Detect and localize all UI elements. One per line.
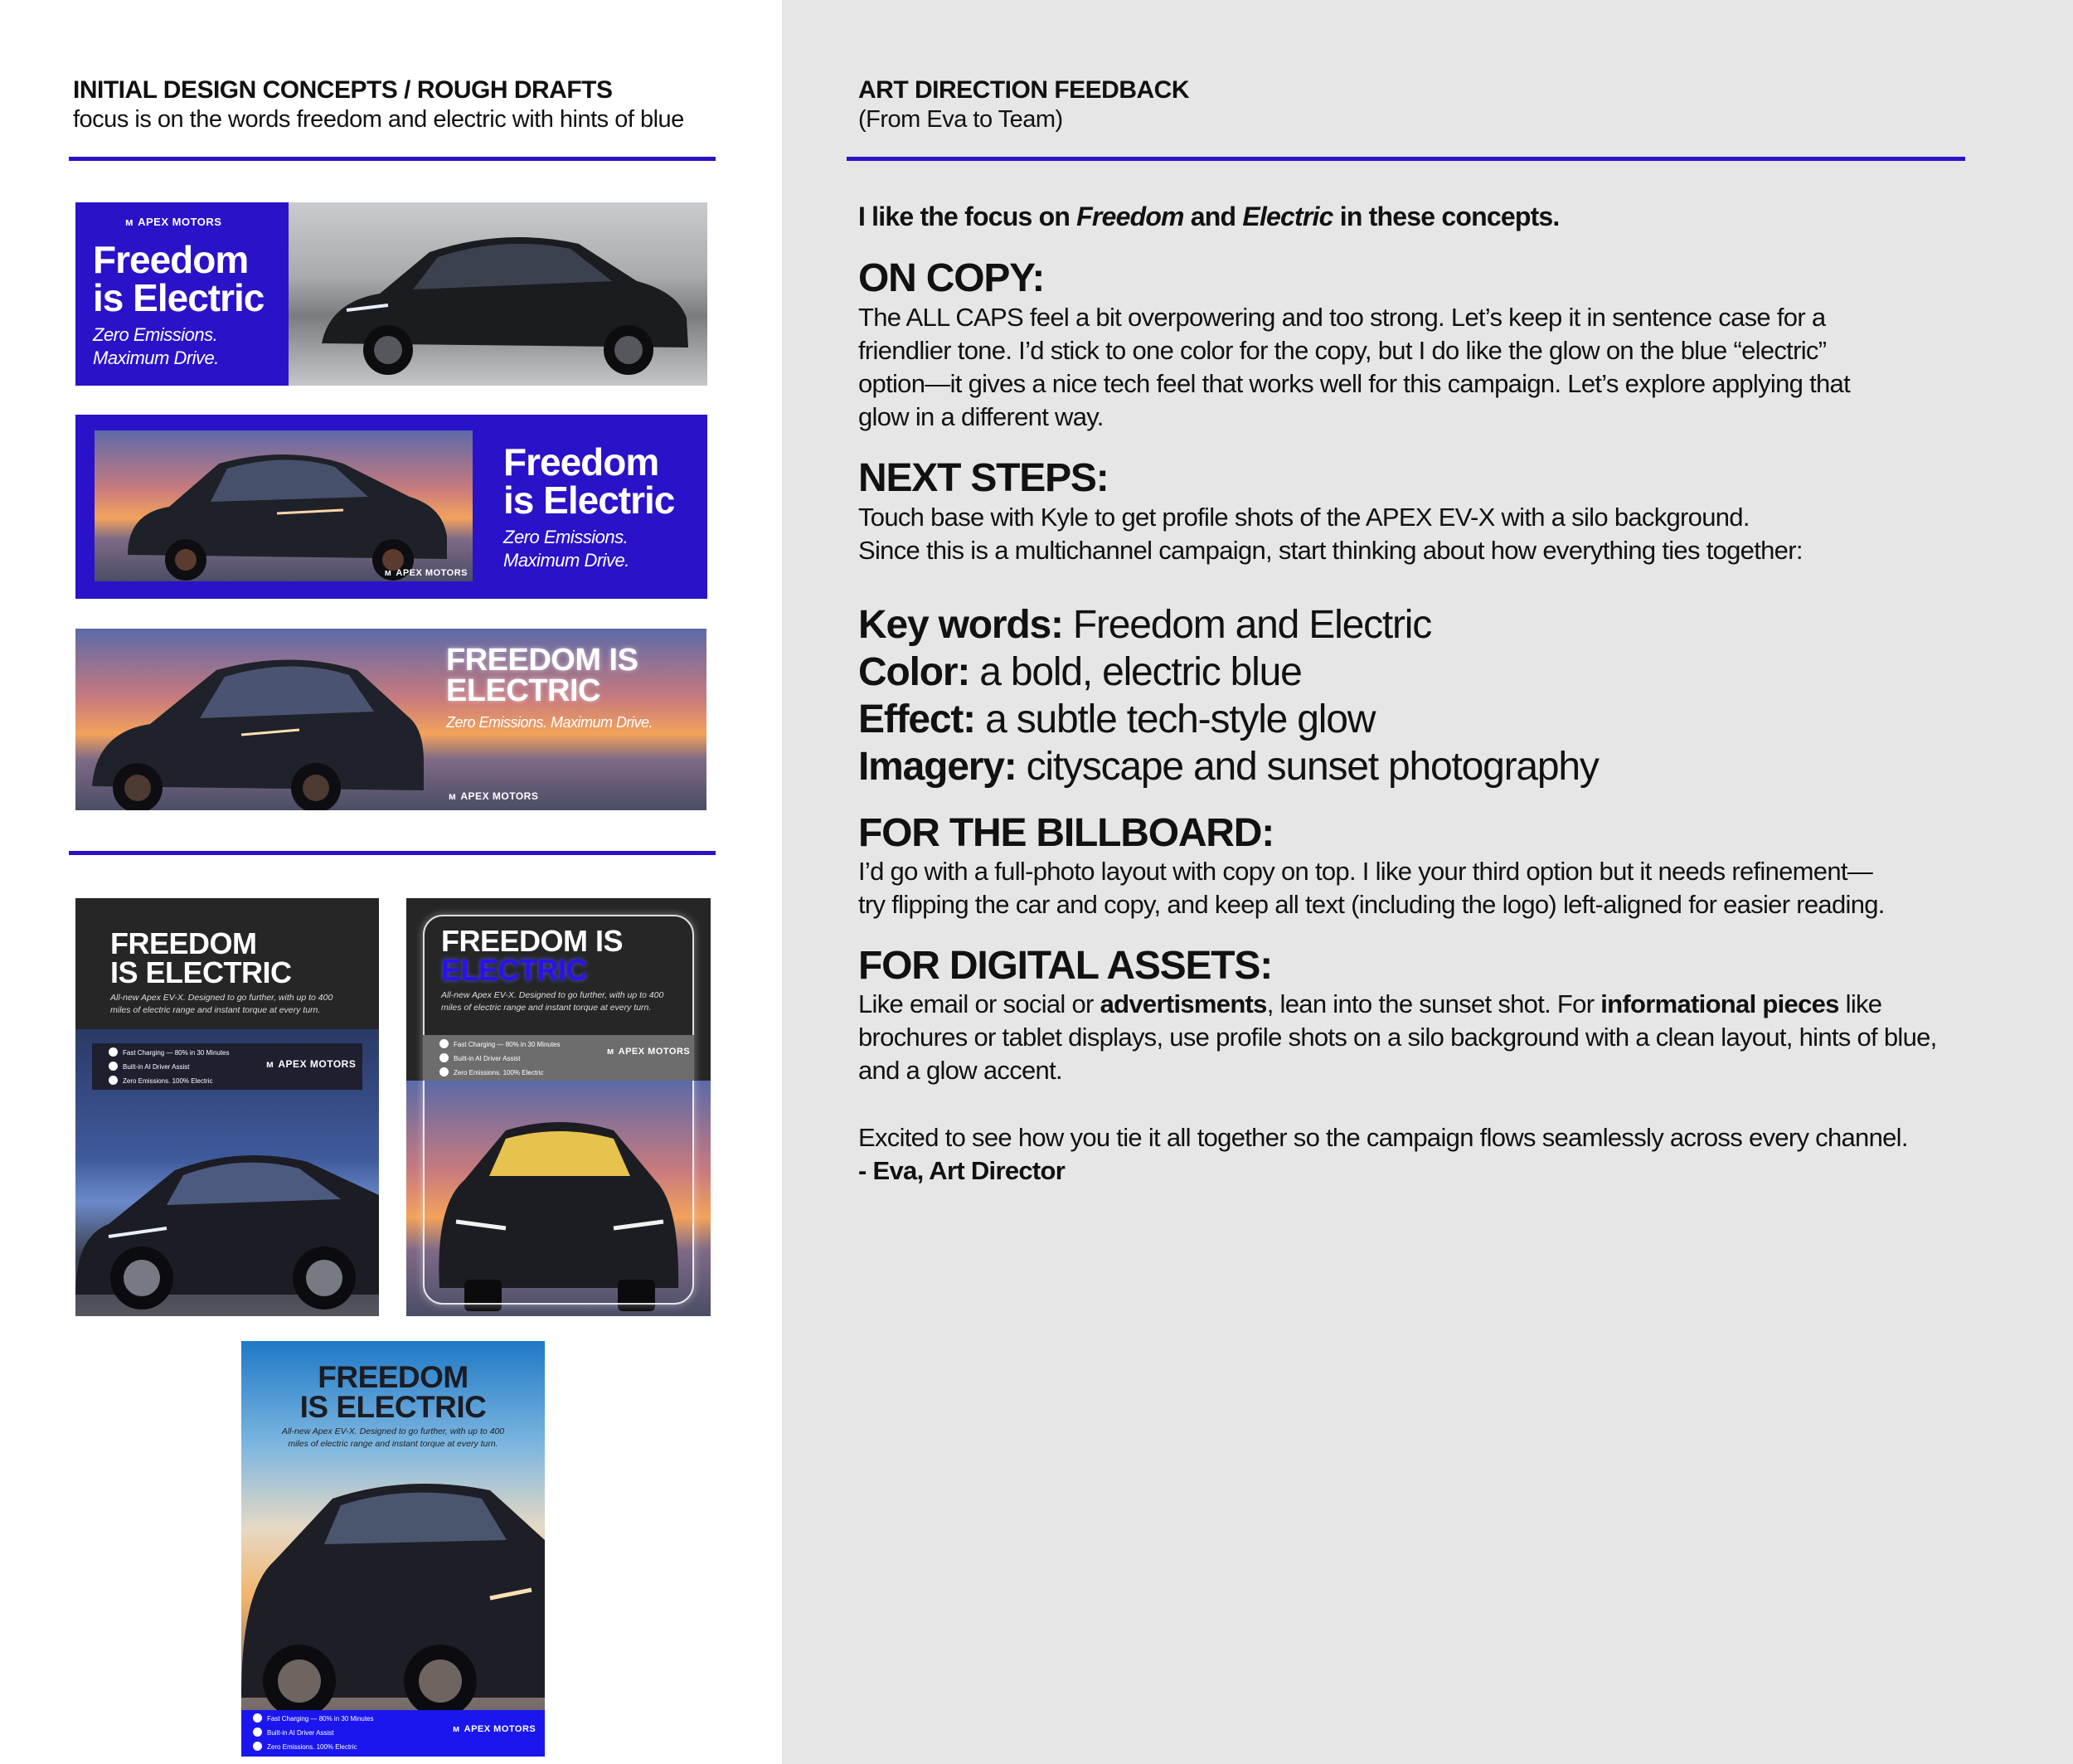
poster-3-logo: ᴍ APEX MOTORS [453,1724,536,1734]
feedback-title: ART DIRECTION FEEDBACK [858,76,1189,104]
ai-icon [253,1728,262,1737]
poster-2-feature-list [439,1038,561,1080]
feedback-panel [782,0,2073,1764]
banner-1-logo: ᴍ APEX MOTORS [125,216,222,228]
feature-item: Built-in AI Driver Assist [439,1052,561,1066]
feature-item: Fast Charging — 80% in 30 Minutes [109,1046,230,1060]
poster-concept-1 [75,898,379,1316]
bolt-icon [109,1047,118,1057]
key-words-line: Key words: Freedom and Electric [858,603,1432,647]
banner-3-headline: FREEDOM IS ELECTRIC [446,643,638,709]
car-photo [289,202,707,386]
poster-2-logo: ᴍ APEX MOTORS [607,1047,691,1057]
banner-1-headline: Freedom is Electric [93,238,265,319]
poster-3-feature-bar [241,1710,545,1757]
digital-assets-body: Like email or social or advertisments, lean into the sunset shot. For informational pieces like brochures or tablet displays, use profile shots on a silo background with a clean layout, hints of blue, and a glow accent. [858,989,1937,1085]
poster-3-body: All-new Apex EV-X. Designed to go further, with up to 400 miles of electric range and instant torque at every turn. [281,1426,505,1450]
concepts-divider-mid [69,851,716,855]
concepts-subtitle: focus is on the words freedom and electric with hints of blue [73,106,684,133]
poster-2-body: All-new Apex EV-X. Designed to go further, with up to 400 miles of electric range and instant torque at every turn. [441,990,664,1013]
feature-item: Fast Charging — 80% in 30 Minutes [253,1712,374,1726]
next-steps-body: Touch base with Kyle to get profile shots of the APEX EV-X with a silo background. Since this is a multichannel campaign, start thinking about how everything ties together: [858,503,1803,565]
feedback-subtitle: (From Eva to Team) [858,106,1063,133]
banner-3-tagline: Zero Emissions. Maximum Drive. [446,714,653,731]
billboard-body: I’d go with a full-photo layout with copy on top. I like your third option but it needs refinement— try flipping the car and copy, and keep all text (including the logo) left-aligned for easier reading. [858,857,1885,919]
feedback-lead: I like the focus on Freedom and Electric in these concepts. [858,202,1560,231]
feature-item: Fast Charging — 80% in 30 Minutes [439,1038,561,1052]
leaf-icon [109,1076,118,1085]
on-copy-body: The ALL CAPS feel a bit overpowering and too strong. Let’s keep it in sentence case for a friendlier tone. I’d stick to one color for the copy, but I do like the glow on the blue “electric” option—it gives a nice tech feel that works well for this campaign. Let’s explore applying that glow in a different way. [858,303,1850,431]
on-copy-heading: ON COPY: [858,256,1045,300]
car-photo [95,430,473,581]
banner-2-headline: Freedom is Electric [503,440,675,522]
banner-2-tagline: Zero Emissions. Maximum Drive. [503,527,629,571]
feature-item: Zero Emissions. 100% Electric [109,1074,230,1088]
poster-3-feature-list [253,1712,374,1754]
billboard-heading: FOR THE BILLBOARD: [858,811,1274,855]
leaf-icon [439,1067,449,1076]
feedback-divider [847,157,1965,161]
banner-concept-1 [75,202,707,386]
feature-item: Zero Emissions. 100% Electric [253,1740,374,1754]
imagery-line: Imagery: cityscape and sunset photography [858,745,1599,789]
poster-1-logo: ᴍ APEX MOTORS [266,1058,357,1070]
poster-1-feature-list [109,1046,230,1088]
concepts-divider-top [69,157,716,161]
signature: - Eva, Art Director [858,1156,1066,1185]
concepts-title: INITIAL DESIGN CONCEPTS / ROUGH DRAFTS [73,76,613,104]
leaf-icon [253,1742,262,1751]
effect-line: Effect: a subtle tech-style glow [858,697,1376,741]
banner-1-tagline: Zero Emissions. Maximum Drive. [93,324,219,368]
feature-item: Built-in AI Driver Assist [109,1060,230,1074]
feature-item: Built-in AI Driver Assist [253,1726,374,1740]
poster-concept-2 [406,898,711,1316]
banner-2-logo: ᴍ APEX MOTORS [384,568,468,578]
banner-concept-2 [75,415,707,599]
poster-1-feature-bar [92,1043,362,1090]
banner-concept-3 [75,629,706,810]
banner-1-photo [289,202,707,386]
poster-3-headline: FREEDOM IS ELECTRIC [299,1360,487,1425]
banner-3-logo: ᴍ APEX MOTORS [449,790,539,802]
banner-2-photo [95,430,473,581]
ai-icon [439,1053,449,1062]
poster-1-headline: FREEDOM IS ELECTRIC [110,926,292,990]
feature-item: Zero Emissions. 100% Electric [439,1066,561,1080]
color-line: Color: a bold, electric blue [858,650,1302,694]
concepts-panel [0,0,782,1764]
poster-concept-3 [241,1341,545,1757]
closing-note: Excited to see how you tie it all together so the campaign flows seamlessly across every channel. [858,1123,1908,1152]
bolt-icon [439,1039,449,1048]
poster-1-body: All-new Apex EV-X. Designed to go further, with up to 400 miles of electric range and instant torque at every turn. [110,993,333,1016]
bolt-icon [253,1713,262,1723]
poster-2-headline: FREEDOM IS ELECTRIC [441,924,624,988]
digital-assets-heading: FOR DIGITAL ASSETS: [858,944,1272,988]
next-steps-heading: NEXT STEPS: [858,456,1109,500]
ai-icon [109,1062,118,1071]
poster-2-feature-bar [423,1035,694,1081]
